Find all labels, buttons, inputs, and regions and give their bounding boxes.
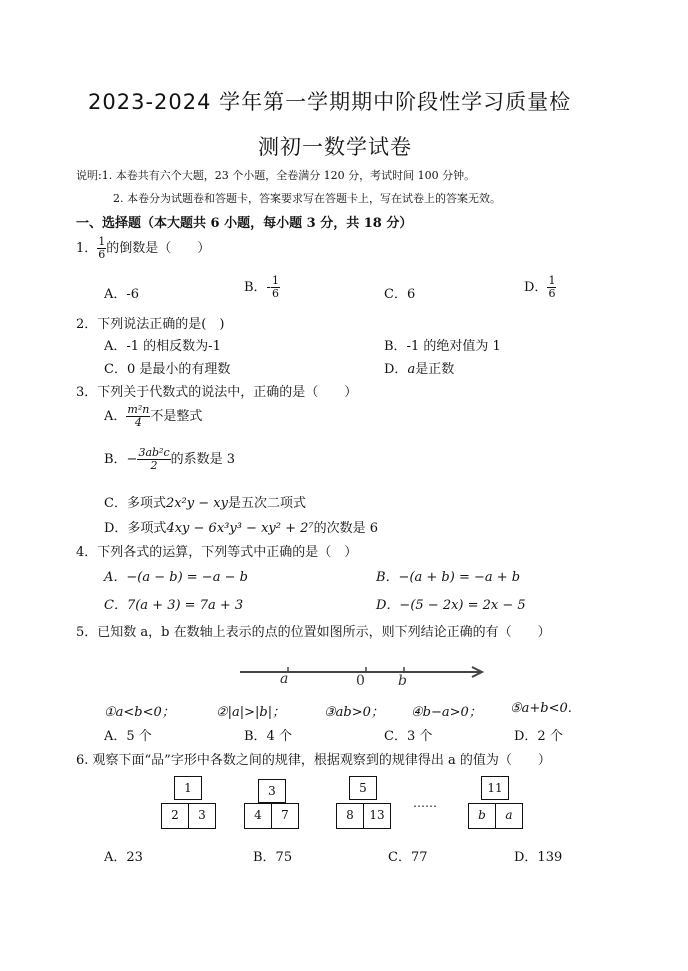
q5-option-b: B．4 个 [244,729,292,744]
q1-option-c: C．6 [384,287,416,302]
pin-3-left: 8 [336,803,364,829]
q6-option-a: A．23 [104,850,143,865]
q4-option-b: B．−(a + b) = −a + b [376,570,521,585]
fraction: $\frac{1}{6}$ [98,235,106,261]
q3-option-b: B．− $\frac{\text{3ab²c}}{2}$ 的系数是 3 [104,446,236,472]
q1-option-b: B．- $\frac{1}{6}$ [244,274,279,300]
q1-option-a: A．-6 [104,287,140,302]
pin-2-top: 3 [258,779,286,803]
q5-option-c: C．3 个 [384,729,433,744]
q5-statement-3: ③ab>0； [324,705,384,720]
q6-option-d: D．139 [514,850,563,865]
question-6-stem: 6. 观察下面“品”字形中各数之间的规律，根据观察到的规律得出 a 的值为（ ） [76,753,551,768]
q6-option-b: B．75 [253,850,293,865]
q2-option-c: C．0 是最小的有理数 [104,362,231,377]
pin-3-right: 13 [363,803,391,829]
instruction-note-1: 说明:1. 本卷共有六个大题，23 个小题，全卷满分 120 分，考试时间 100 分钟。 [76,169,476,182]
label-b: b [398,673,407,689]
ellipsis: …… [413,796,437,810]
pin-4-top: 11 [481,776,509,800]
section-heading: 一、选择题（本大题共 6 小题，每小题 3 分，共 18 分） [76,216,413,231]
q4-option-c: C．7(a + 3) = 7a + 3 [104,598,244,613]
label-o: 0 [356,673,365,689]
question-3-stem: 3．下列关于代数式的说法中，正确的是（ ） [76,385,358,400]
q2-option-b: B．-1 的绝对值为 1 [384,339,501,354]
page-title-line1: 2023-2024 学年第一学期期中阶段性学习质量检 [88,90,572,114]
number-line-figure [236,655,492,691]
q4-option-a: A．−(a − b) = −a − b [104,570,248,585]
q3-option-d: D．多项式4xy − 6x³y³ − xy² + 2⁷的次数是 6 [104,521,379,536]
q3-option-c: C．多项式2x²y − xy是五次二项式 [104,496,306,511]
pin-1-top: 1 [174,776,202,800]
question-5-stem: 5．已知数 a，b 在数轴上表示的点的位置如图所示，则下列结论正确的有（ ） [76,625,551,640]
q3-option-a: A． $\frac{\text{m²n}}{4}$ 不是整式 [104,403,203,429]
pin-1-left: 2 [161,803,189,829]
pin-4-left: b [468,803,496,829]
q1-option-d: D． $\frac{1}{6}$ [524,274,556,300]
question-1-stem [76,236,210,261]
pin-1-right: 3 [188,803,216,829]
q2-option-a: A．-1 的相反数为-1 [104,339,221,354]
q5-option-d: D．2 个 [514,729,563,744]
question-4-stem: 4．下列各式的运算，下列等式中正确的是（ ） [76,545,358,560]
pin-2-left: 4 [244,803,272,829]
pin-2-right: 7 [271,803,299,829]
q5-statement-1: ①a<b<0； [104,705,175,720]
q5-statement-4: ④b−a>0； [411,705,482,720]
page-title-line2: 测初一数学试卷 [258,135,412,159]
q5-option-a: A．5 个 [104,729,152,744]
q5-statement-2: ②|a|>|b|； [216,705,286,720]
question-2-stem: 2．下列说法正确的是( ) [76,317,225,332]
pin-3-top: 5 [349,776,377,800]
question-1-text: 的倒数是（ ） [106,241,211,256]
instruction-note-2: 2. 本卷分为试题卷和答题卡，答案要求写在答题卡上，写在试卷上的答案无效。 [113,192,501,205]
pin-4-right: a [495,803,523,829]
q5-statement-5: ⑤a+b<0. [510,701,572,716]
question-1-number: 1． [76,241,98,256]
q2-option-d: D．a是正数 [384,362,455,377]
q6-option-c: C．77 [388,850,428,865]
q4-option-d: D．−(5 − 2x) = 2x − 5 [376,598,526,613]
label-a: a [280,671,289,687]
